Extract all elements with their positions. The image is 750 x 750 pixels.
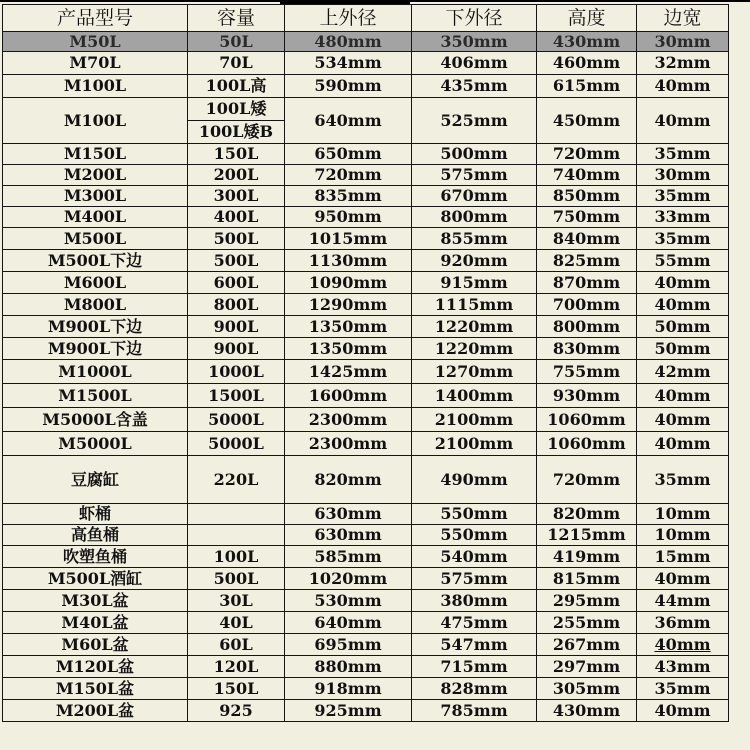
- cell-height: 870mm: [537, 272, 637, 294]
- table-row: [3, 186, 729, 207]
- cell-height: 255mm: [537, 612, 637, 634]
- cell-bottom-diameter: 1270mm: [412, 360, 537, 384]
- table-row: [3, 250, 729, 272]
- cell-top-diameter: 640mm: [285, 98, 412, 144]
- table-row: [3, 338, 729, 360]
- cell-bottom-diameter: 550mm: [412, 504, 537, 525]
- cell-height: 450mm: [537, 98, 637, 144]
- cell-model: M400L: [3, 207, 188, 228]
- cell-height: 297mm: [537, 656, 637, 678]
- cell-top-diameter: 1350mm: [285, 338, 412, 360]
- cell-top-diameter: 480mm: [285, 32, 412, 52]
- cell-model: M5000L: [3, 432, 188, 456]
- table-row: [3, 656, 729, 678]
- table-row: [3, 456, 729, 504]
- cell-top-diameter: 590mm: [285, 75, 412, 98]
- cell-height: 615mm: [537, 75, 637, 98]
- cell-bottom-diameter: 547mm: [412, 634, 537, 656]
- cell-capacity: 1500L: [188, 384, 285, 408]
- cell-capacity: 400L: [188, 207, 285, 228]
- cell-height: 830mm: [537, 338, 637, 360]
- cell-height: 825mm: [537, 250, 637, 272]
- cell-model: M100L: [3, 98, 188, 144]
- table-row: [3, 634, 729, 656]
- table-row: [3, 228, 729, 250]
- cell-bottom-diameter: 575mm: [412, 165, 537, 186]
- cell-height: 1060mm: [537, 408, 637, 432]
- cell-edge-width: 43mm: [637, 656, 729, 678]
- header-height: 高度: [537, 5, 637, 32]
- cell-capacity: 60L: [188, 634, 285, 656]
- cell-capacity: 100L高: [188, 75, 285, 98]
- header-top-diameter: 上外径: [285, 5, 412, 32]
- cell-height: 267mm: [537, 634, 637, 656]
- cell-capacity: 500L: [188, 250, 285, 272]
- table-row: [3, 504, 729, 525]
- cell-model: M30L盆: [3, 590, 188, 612]
- table-header-row: [3, 5, 729, 32]
- cell-bottom-diameter: 490mm: [412, 456, 537, 504]
- cell-edge-width: 10mm: [637, 504, 729, 525]
- cell-top-diameter: 534mm: [285, 52, 412, 75]
- cell-model: M500L酒缸: [3, 568, 188, 590]
- cell-edge-width: 36mm: [637, 612, 729, 634]
- cell-top-diameter: 1020mm: [285, 568, 412, 590]
- cell-height: 1060mm: [537, 432, 637, 456]
- cell-model: M150L盆: [3, 678, 188, 700]
- cell-model: M800L: [3, 294, 188, 316]
- cell-model: M900L下边: [3, 338, 188, 360]
- cell-top-diameter: 1015mm: [285, 228, 412, 250]
- table-row: [3, 360, 729, 384]
- cell-bottom-diameter: 1115mm: [412, 294, 537, 316]
- cell-model: M500L下边: [3, 250, 188, 272]
- cell-top-diameter: 585mm: [285, 546, 412, 568]
- table-row: [3, 165, 729, 186]
- cell-capacity-top: 100L矮: [188, 98, 285, 121]
- cell-height: 720mm: [537, 456, 637, 504]
- cell-edge-width: 35mm: [637, 228, 729, 250]
- cell-edge-width: 40mm: [637, 432, 729, 456]
- cell-bottom-diameter: 800mm: [412, 207, 537, 228]
- cell-capacity: 600L: [188, 272, 285, 294]
- cell-top-diameter: 835mm: [285, 186, 412, 207]
- cell-edge-width: 40mm: [637, 568, 729, 590]
- cell-top-diameter: 650mm: [285, 144, 412, 165]
- cell-edge-width: 35mm: [637, 456, 729, 504]
- cell-height: 1215mm: [537, 525, 637, 546]
- cell-bottom-diameter: 500mm: [412, 144, 537, 165]
- header-edge-width: 边宽: [637, 5, 729, 32]
- cell-top-diameter: 950mm: [285, 207, 412, 228]
- cell-top-diameter: 695mm: [285, 634, 412, 656]
- cell-model: M1000L: [3, 360, 188, 384]
- cell-model: M120L盆: [3, 656, 188, 678]
- cell-height: 740mm: [537, 165, 637, 186]
- cell-top-diameter: 1350mm: [285, 316, 412, 338]
- table-row: [3, 207, 729, 228]
- cell-top-diameter: 820mm: [285, 456, 412, 504]
- cell-height: 305mm: [537, 678, 637, 700]
- cell-top-diameter: 630mm: [285, 525, 412, 546]
- cell-edge-width: 40mm: [637, 700, 729, 722]
- cell-model: M100L: [3, 75, 188, 98]
- table-row: [3, 568, 729, 590]
- cell-capacity: 5000L: [188, 408, 285, 432]
- table-row: [3, 700, 729, 722]
- table-row: [3, 590, 729, 612]
- cell-bottom-diameter: 540mm: [412, 546, 537, 568]
- cell-edge-width: 33mm: [637, 207, 729, 228]
- cell-top-diameter: 720mm: [285, 165, 412, 186]
- cell-capacity: 40L: [188, 612, 285, 634]
- cell-edge-width: 55mm: [637, 250, 729, 272]
- cell-bottom-diameter: 435mm: [412, 75, 537, 98]
- cell-model: M200L盆: [3, 700, 188, 722]
- cell-top-diameter: 1130mm: [285, 250, 412, 272]
- cell-edge-width: 32mm: [637, 52, 729, 75]
- cell-capacity: 50L: [188, 32, 285, 52]
- cell-model: M50L: [3, 32, 188, 52]
- cell-edge-width: 10mm: [637, 525, 729, 546]
- cell-top-diameter: 530mm: [285, 590, 412, 612]
- cell-model: M1500L: [3, 384, 188, 408]
- cell-height: 820mm: [537, 504, 637, 525]
- table-row: [3, 272, 729, 294]
- cell-capacity: 200L: [188, 165, 285, 186]
- cell-edge-width: 35mm: [637, 678, 729, 700]
- cell-model: M500L: [3, 228, 188, 250]
- table-row: [3, 294, 729, 316]
- cell-height: 930mm: [537, 384, 637, 408]
- cell-edge-width: 40mm: [637, 408, 729, 432]
- cell-height: 815mm: [537, 568, 637, 590]
- product-spec-table: [2, 4, 729, 722]
- cell-bottom-diameter: 785mm: [412, 700, 537, 722]
- cell-edge-width: 50mm: [637, 316, 729, 338]
- table-row: [3, 144, 729, 165]
- table-row: [3, 75, 729, 98]
- cell-bottom-diameter: 550mm: [412, 525, 537, 546]
- cell-edge-width: 30mm: [637, 32, 729, 52]
- table-row: [3, 432, 729, 456]
- header-bottom-diameter: 下外径: [412, 5, 537, 32]
- cell-model: M5000L含盖: [3, 408, 188, 432]
- cell-height: 850mm: [537, 186, 637, 207]
- cell-model: M70L: [3, 52, 188, 75]
- header-model: 产品型号: [3, 5, 188, 32]
- cell-capacity: 900L: [188, 316, 285, 338]
- cell-top-diameter: 1090mm: [285, 272, 412, 294]
- cell-top-diameter: 925mm: [285, 700, 412, 722]
- cell-bottom-diameter: 475mm: [412, 612, 537, 634]
- cell-edge-width: 40mm: [637, 272, 729, 294]
- cell-top-diameter: 630mm: [285, 504, 412, 525]
- cell-edge-width: 35mm: [637, 186, 729, 207]
- cell-edge-width: 35mm: [637, 144, 729, 165]
- cell-capacity: [188, 504, 285, 525]
- cell-top-diameter: 1425mm: [285, 360, 412, 384]
- cell-capacity: 5000L: [188, 432, 285, 456]
- cell-top-diameter: 1600mm: [285, 384, 412, 408]
- cell-height: 430mm: [537, 32, 637, 52]
- cell-top-diameter: 2300mm: [285, 408, 412, 432]
- cell-height: 419mm: [537, 546, 637, 568]
- cell-capacity: 500L: [188, 568, 285, 590]
- cell-capacity: 925: [188, 700, 285, 722]
- cell-bottom-diameter: 920mm: [412, 250, 537, 272]
- table-row: [3, 32, 729, 52]
- cell-model: M40L盆: [3, 612, 188, 634]
- cell-capacity: 30L: [188, 590, 285, 612]
- cell-bottom-diameter: 350mm: [412, 32, 537, 52]
- cell-edge-width: 40mm: [637, 384, 729, 408]
- cell-capacity: 220L: [188, 456, 285, 504]
- cell-top-diameter: 2300mm: [285, 432, 412, 456]
- cell-bottom-diameter: 406mm: [412, 52, 537, 75]
- cell-top-diameter: 880mm: [285, 656, 412, 678]
- cell-height: 460mm: [537, 52, 637, 75]
- cell-height: 430mm: [537, 700, 637, 722]
- cell-height: 840mm: [537, 228, 637, 250]
- cell-model: 吹塑鱼桶: [3, 546, 188, 568]
- cell-edge-width: 44mm: [637, 590, 729, 612]
- cell-top-diameter: 1290mm: [285, 294, 412, 316]
- cell-bottom-diameter: 1220mm: [412, 338, 537, 360]
- cell-bottom-diameter: 828mm: [412, 678, 537, 700]
- table-row: [3, 316, 729, 338]
- table-row: [3, 98, 729, 121]
- cell-capacity: 900L: [188, 338, 285, 360]
- cell-model: M60L盆: [3, 634, 188, 656]
- cell-edge-width: 30mm: [637, 165, 729, 186]
- header-capacity: 容量: [188, 5, 285, 32]
- cell-bottom-diameter: 670mm: [412, 186, 537, 207]
- cell-height: 295mm: [537, 590, 637, 612]
- table-row: [3, 408, 729, 432]
- cell-model: 高鱼桶: [3, 525, 188, 546]
- cell-capacity: [188, 525, 285, 546]
- cell-capacity: 1000L: [188, 360, 285, 384]
- cell-model: M200L: [3, 165, 188, 186]
- cell-edge-width: 42mm: [637, 360, 729, 384]
- cell-height: 700mm: [537, 294, 637, 316]
- table-row: [3, 384, 729, 408]
- cell-capacity: 150L: [188, 144, 285, 165]
- table-row: [3, 52, 729, 75]
- cell-bottom-diameter: 2100mm: [412, 432, 537, 456]
- cell-capacity: 100L: [188, 546, 285, 568]
- cell-bottom-diameter: 525mm: [412, 98, 537, 144]
- cell-edge-width: 40mm: [637, 75, 729, 98]
- cell-capacity: 150L: [188, 678, 285, 700]
- cell-capacity: 800L: [188, 294, 285, 316]
- cell-bottom-diameter: 1220mm: [412, 316, 537, 338]
- cell-edge-width: 40mm: [637, 98, 729, 144]
- cell-model: 虾桶: [3, 504, 188, 525]
- cell-model: M150L: [3, 144, 188, 165]
- cell-bottom-diameter: 1400mm: [412, 384, 537, 408]
- cell-height: 720mm: [537, 144, 637, 165]
- cell-model: M900L下边: [3, 316, 188, 338]
- cell-bottom-diameter: 855mm: [412, 228, 537, 250]
- cell-height: 755mm: [537, 360, 637, 384]
- cell-capacity: 300L: [188, 186, 285, 207]
- cell-bottom-diameter: 2100mm: [412, 408, 537, 432]
- cell-model: 豆腐缸: [3, 456, 188, 504]
- cell-capacity: 120L: [188, 656, 285, 678]
- cell-top-diameter: 640mm: [285, 612, 412, 634]
- table-row: [3, 546, 729, 568]
- cell-height: 750mm: [537, 207, 637, 228]
- cell-model: M300L: [3, 186, 188, 207]
- cell-capacity: 500L: [188, 228, 285, 250]
- table-row: [3, 678, 729, 700]
- cell-bottom-diameter: 915mm: [412, 272, 537, 294]
- cell-capacity-bottom: 100L矮B: [188, 121, 285, 144]
- cell-height: 800mm: [537, 316, 637, 338]
- cell-capacity: 70L: [188, 52, 285, 75]
- cell-edge-width: 40mm: [637, 294, 729, 316]
- cell-model: M600L: [3, 272, 188, 294]
- table-row: [3, 612, 729, 634]
- cell-bottom-diameter: 715mm: [412, 656, 537, 678]
- cell-bottom-diameter: 575mm: [412, 568, 537, 590]
- cell-edge-width: 50mm: [637, 338, 729, 360]
- cell-edge-width: 40mm: [637, 634, 729, 656]
- cell-top-diameter: 918mm: [285, 678, 412, 700]
- cell-bottom-diameter: 380mm: [412, 590, 537, 612]
- table-row: [3, 525, 729, 546]
- cell-edge-width: 15mm: [637, 546, 729, 568]
